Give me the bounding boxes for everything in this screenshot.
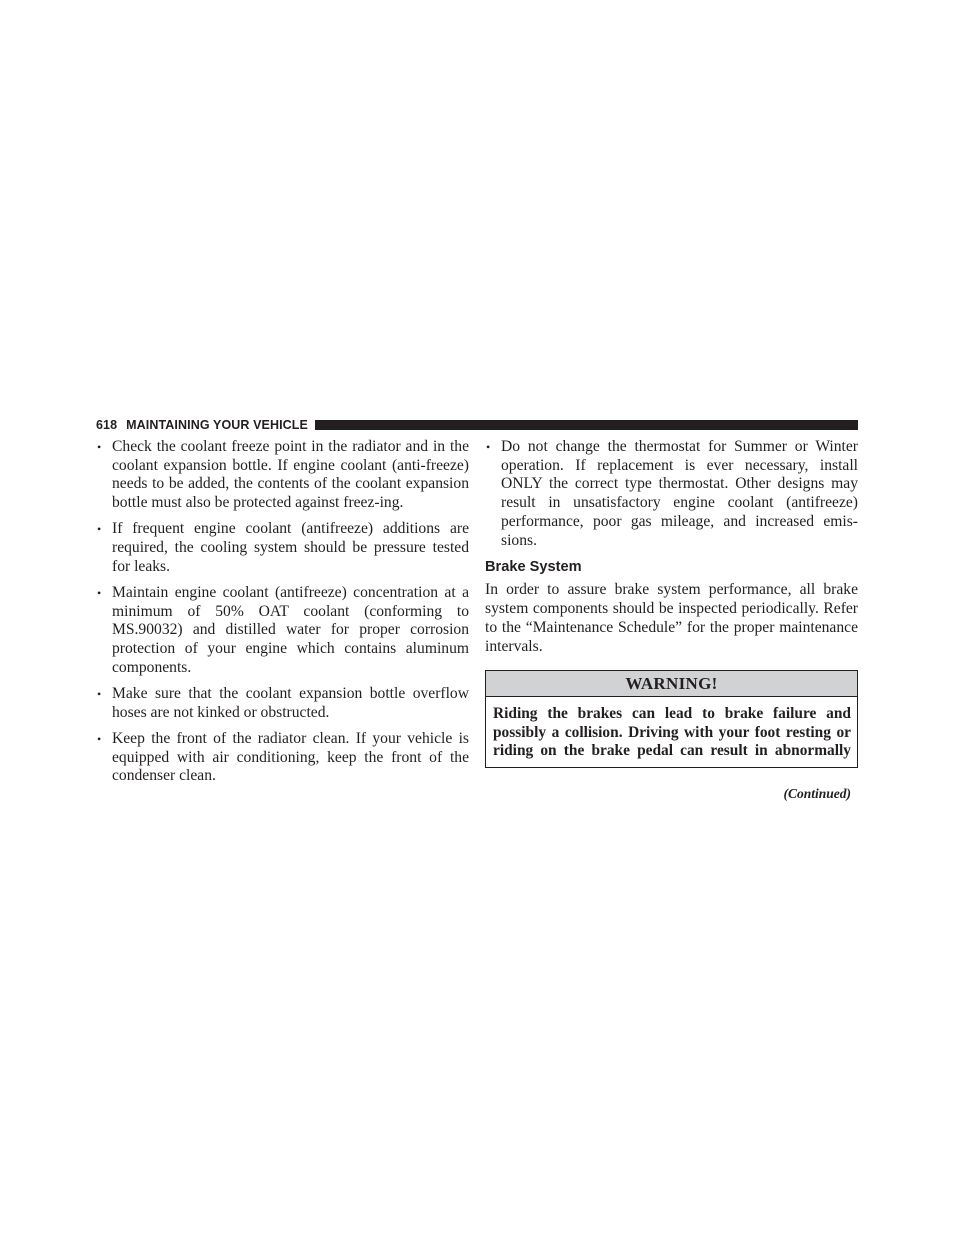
list-item-text: Maintain engine coolant (antifreeze) concentration at a minimum of 50% OAT coolant (conforming to MS.90032) and distilled water for proper corrosion protection of your engine which contains aluminum components. — [112, 583, 469, 676]
bullet-icon: • — [97, 440, 102, 454]
coolant-bullet-list — [96, 438, 469, 786]
thermostat-bullet-list — [485, 438, 858, 550]
continued-label: (Continued) — [783, 786, 851, 801]
right-column — [485, 438, 858, 768]
bullet-icon: • — [97, 522, 102, 537]
list-item-text: Make sure that the coolant expansion bottle overflow hoses are not kinked or obstructed. — [112, 684, 469, 721]
bullet-icon: • — [486, 440, 491, 454]
bullet-icon: • — [97, 585, 102, 600]
section-title: MAINTAINING YOUR VEHICLE — [126, 418, 308, 432]
running-header — [96, 417, 858, 433]
bullet-icon: • — [97, 686, 102, 701]
list-item — [96, 520, 469, 576]
list-item-text: If frequent engine coolant (antifreeze) additions are required, the cooling system should be pressure tested for leaks. — [112, 520, 469, 575]
brake-system-heading: Brake System — [485, 558, 582, 575]
list-item-text: Keep the front of the radiator clean. If your vehicle is equipped with air conditioning, keep the front of the condenser clean. — [112, 729, 469, 785]
list-item — [485, 438, 858, 550]
list-item — [96, 584, 469, 678]
warning-title: WARNING! — [486, 671, 857, 697]
list-item — [96, 438, 469, 513]
header-rule — [315, 420, 858, 430]
warning-box — [485, 670, 858, 768]
bullet-icon: • — [97, 731, 102, 746]
warning-text: Riding the brakes can lead to brake failure and possibly a collision. Driving with your foot resting or riding on the brake pedal can result in abnormally — [493, 705, 851, 760]
list-item-text: Check the coolant freeze point in the radiator and in the coolant expansion bottle. If engine coolant (anti-freeze) needs to be added, the contents of the coolant expansion bottle must also be protected against freez-ing. — [112, 438, 469, 512]
brake-system-paragraph: In order to assure brake system performance, all brake system components should be inspected periodically. Refer to the “Maintenance Schedule” for the proper maintenance intervals. — [485, 581, 858, 655]
page-number: 618 — [96, 418, 118, 432]
left-column — [96, 438, 469, 793]
list-item-text: Do not change the thermostat for Summer or Winter operation. If replacement is ever necessary, install ONLY the correct type thermostat. Other designs may result in unsatisfactory engine coolant (antifreeze) performance, poor gas mileage, and increased emis-sions. — [501, 438, 858, 549]
list-item — [96, 685, 469, 722]
list-item — [96, 730, 469, 786]
